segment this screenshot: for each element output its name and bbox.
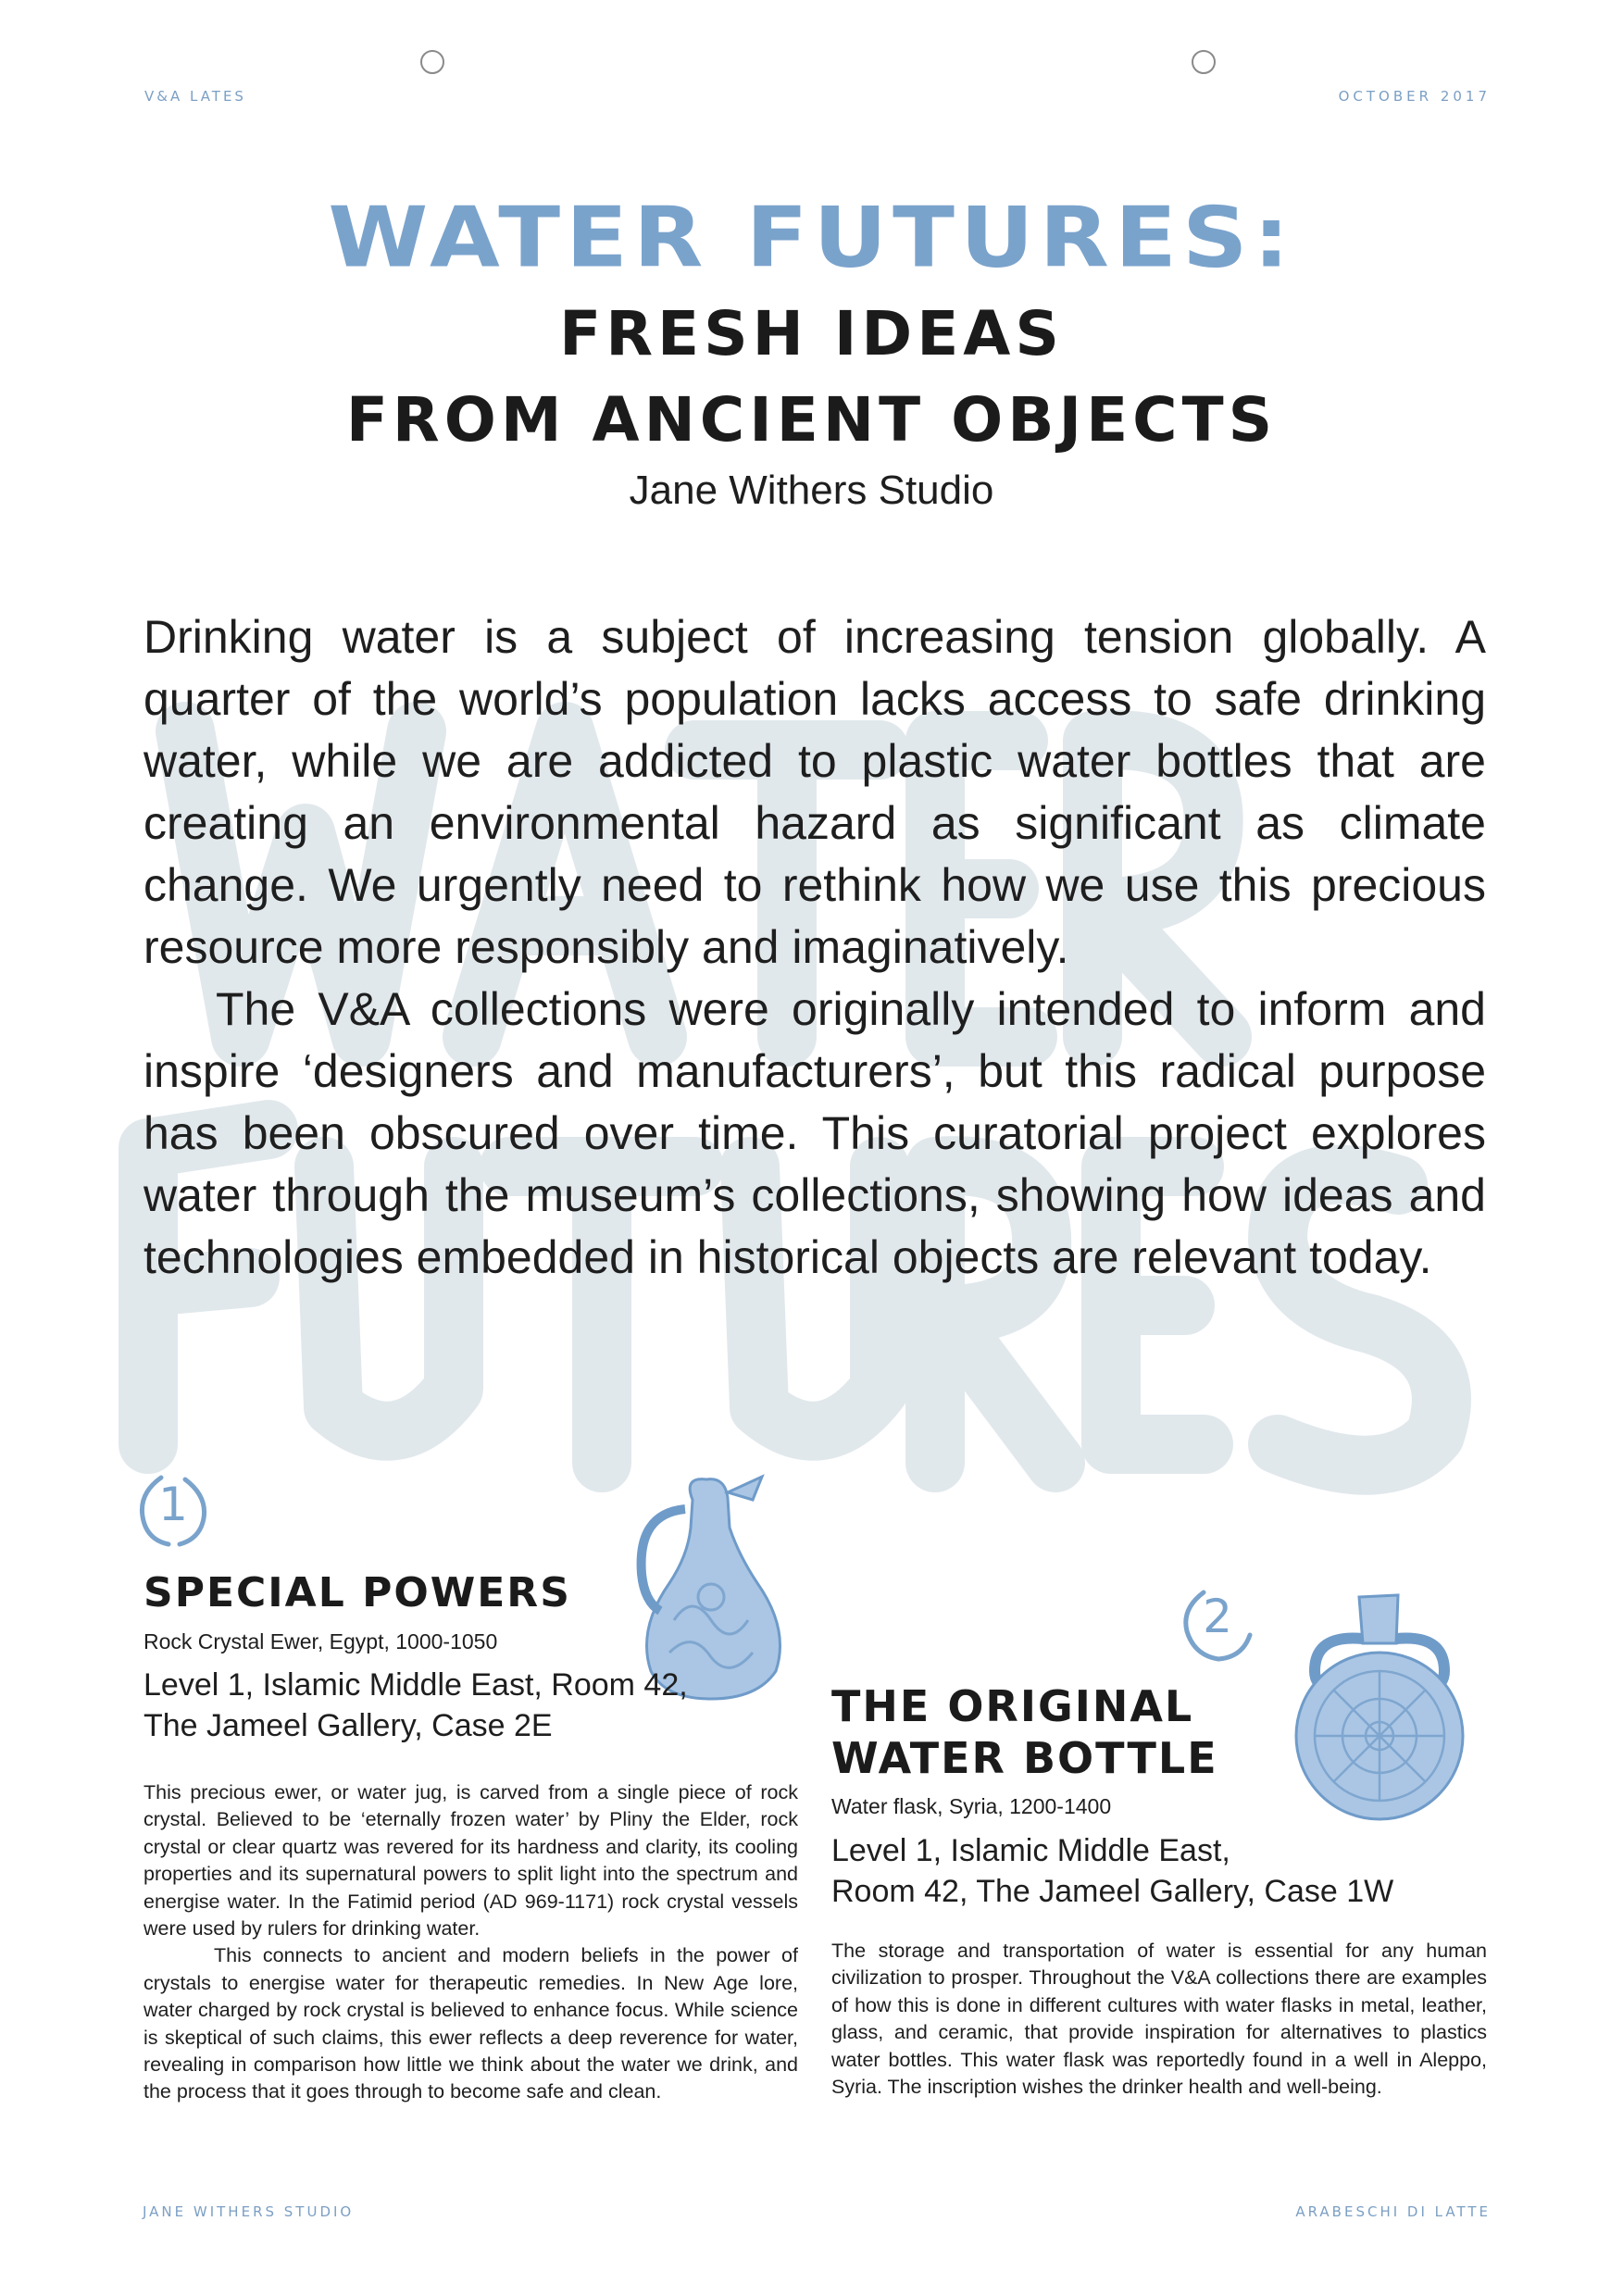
item-2-location (831, 1830, 1393, 1912)
header-left: V&A LATES (144, 88, 246, 105)
subtitle-line-1: FRESH IDEAS (559, 298, 1064, 369)
intro-text (144, 606, 1486, 1289)
item-1-paragraph-2: This connects to ancient and modern beliefs in the power of crystals to energise water for therapeutic remedies. In New Age lore, water charged by rock crystal is believed to enhance focus. While science is skeptical of such claims, this ewer reflects a deep reverence for water, revealing in comparison how little we think about the water we drink, and the process that it goes through to become safe and clean. (144, 1944, 798, 2103)
item-2-object: Water flask, Syria, 1200-1400 (831, 1794, 1112, 1818)
item-1-paragraph-1: This precious ewer, or water jug, is carved from a single piece of rock crystal. Believed to be ‘eternally frozen water’ by Pliny the Elder, rock crystal or clear quartz was revered for its hardness and clarity, its cooling properties and its supernatural powers to split light into the spectrum and energise water. In the Fatimid period (AD 969-1171) rock crystal vessels were used by rulers for drinking water. (144, 1781, 798, 1940)
item-2-title-line-1: THE ORIGINAL (831, 1681, 1194, 1731)
intro-paragraph-2: The V&A collections were originally intended to inform and inspire ‘designers and manufacturers’, but this radical purpose has been obscured over time. This curatorial project explores water through the museum’s collections, showing how ideas and technologies embedded in historical objects are relevant today. (144, 983, 1486, 1283)
item-1-object: Rock Crystal Ewer, Egypt, 1000-1050 (144, 1629, 498, 1653)
item-1-title: SPECIAL POWERS (144, 1569, 571, 1616)
item-2-number: 2 (1203, 1590, 1232, 1643)
item-1-location (144, 1665, 688, 1746)
subtitle-line-2: FROM ANCIENT OBJECTS (345, 384, 1278, 455)
item-2-paragraph-1: The storage and transportation of water is essential for any human civilization to prosper. Throughout the V&A collections there are examples of how this is done in different cultures with water flasks in metal, leather, glass, and ceramic, that provide inspiration for alternatives to plastics water bottles. This water flask was reportedly found in a well in Aleppo, Syria. The inscription wishes the drinker health and well-being. (831, 1940, 1487, 2099)
item-2-location-line-2: Room 42, The Jameel Gallery, Case 1W (831, 1874, 1394, 1909)
item-2-body (831, 1938, 1487, 2101)
water-flask-image (1278, 1588, 1481, 1828)
punch-hole-right (1192, 50, 1216, 74)
item-1-location-line-1: Level 1, Islamic Middle East, Room 42, (144, 1667, 688, 1703)
page-title: WATER FUTURES: (328, 189, 1295, 287)
item-1-location-line-2: The Jameel Gallery, Case 2E (144, 1708, 553, 1743)
header-right: OCTOBER 2017 (1338, 88, 1491, 105)
item-1-number: 1 (158, 1478, 188, 1531)
item-2-location-line-1: Level 1, Islamic Middle East, (831, 1833, 1230, 1868)
intro-paragraph-1: Drinking water is a subject of increasing tension globally. A quarter of the world’s population lacks access to safe drinking water, while we are addicted to plastic water bottles that are creating an environmental hazard as significant as climate change. We urgently need to rethink how we use this precious resource more responsibly and imaginatively. (144, 611, 1486, 973)
item-2-title (831, 1680, 1218, 1784)
footer-left: JANE WITHERS STUDIO (143, 2203, 355, 2220)
punch-hole-left (420, 50, 444, 74)
item-2-title-line-2: WATER BOTTLE (831, 1733, 1218, 1783)
author: Jane Withers Studio (629, 468, 994, 513)
footer-right: ARABESCHI DI LATTE (1295, 2203, 1491, 2220)
item-1-body (144, 1779, 798, 2106)
